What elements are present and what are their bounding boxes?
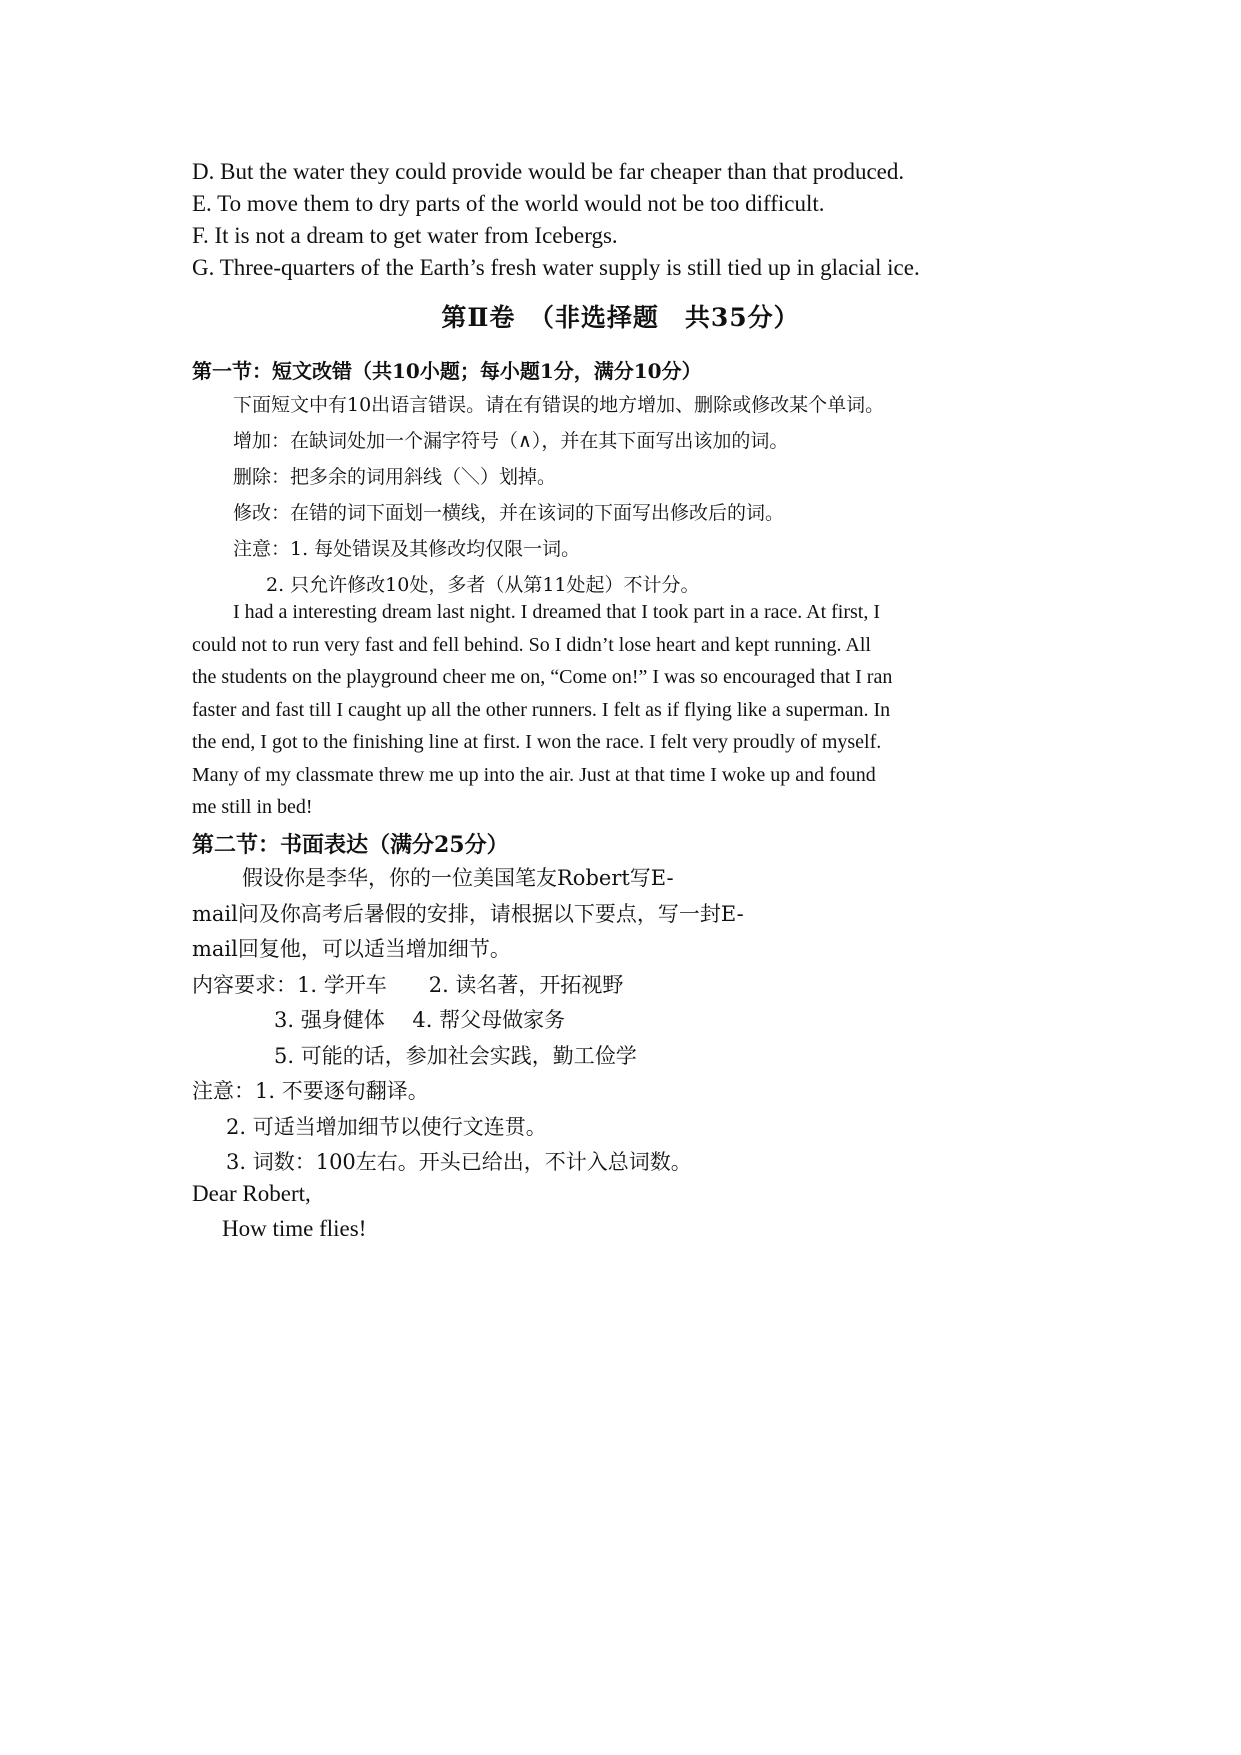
content-label: 内容要求：	[192, 972, 297, 997]
instruction-line: 注意：1. 每处错误及其修改均仅限一词。	[233, 538, 581, 560]
instruction-line: 2. 只允许修改10处，多者（从第11处起）不计分。	[266, 574, 700, 596]
section2-title: 第二节：书面表达（满分25分）	[192, 832, 509, 858]
option-d: D. But the water they could provide would be far cheaper than that produced.	[192, 159, 905, 184]
option-f: F. It is not a dream to get water from Icebergs.	[192, 223, 618, 248]
passage-line: Many of my classmate threw me up into the air. Just at that time I woke up and found	[192, 763, 876, 786]
letter-first-line: How time flies!	[222, 1216, 367, 1241]
prompt-line: mail问及你高考后暑假的安排，请根据以下要点，写一封E-	[192, 901, 744, 926]
error-correction-passage	[192, 596, 1042, 824]
writing-prompt	[192, 861, 1042, 1181]
passage-line: could not to run very fast and fell behind. So I didn’t lose heart and kept running. All	[192, 633, 871, 656]
prompt-line: mail回复他，可以适当增加细节。	[192, 937, 511, 961]
note-line: 3. 词数：100左右。开头已给出，不计入总词数。	[226, 1150, 692, 1174]
section1-instructions	[233, 387, 1083, 603]
note-line: 注意：1. 不要逐句翻译。	[192, 1079, 429, 1103]
answer-options	[192, 156, 1042, 284]
instruction-line: 修改：在错的词下面划一横线，并在该词的下面写出修改后的词。	[233, 502, 785, 524]
note-line: 2. 可适当增加细节以使行文连贯。	[226, 1114, 547, 1139]
option-e: E. To move them to dry parts of the world would not be too difficult.	[192, 191, 825, 216]
passage-line: me still in bed!	[192, 796, 313, 818]
option-g: G. Three-quarters of the Earth’s fresh water supply is still tied up in glacial ice.	[192, 255, 920, 280]
passage-line: I had a interesting dream last night. I dreamed that I took part in a race. At first, I	[233, 601, 881, 623]
section1-title: 第一节：短文改错（共10小题；每小题1分，满分10分）	[192, 359, 702, 383]
part2-title: 第Ⅱ卷 （非选择题 共35分）	[441, 303, 800, 332]
passage-line: faster and fast till I caught up all the other runners. I felt as if flying like a superman. In	[192, 698, 891, 721]
requirement-group: 5. 可能的话，参加社会实践，勤工俭学	[274, 1043, 637, 1068]
requirement-group: 1. 学开车 2. 读名著，开拓视野	[297, 972, 624, 997]
instruction-line: 增加：在缺词处加一个漏字符号（∧），并在其下面写出该加的词。	[233, 430, 789, 452]
letter-greeting: Dear Robert,	[192, 1181, 311, 1206]
passage-line: the students on the playground cheer me on, “Come on!” I was so encouraged that I ran	[192, 666, 893, 688]
passage-line: the end, I got to the finishing line at first. I won the race. I felt very proudly of myself.	[192, 731, 882, 753]
instruction-line: 下面短文中有10出语言错误。请在有错误的地方增加、删除或修改某个单词。	[233, 394, 885, 416]
content-requirements-line	[192, 968, 1042, 1004]
prompt-line: 假设你是李华，你的一位美国笔友Robert写E-	[242, 866, 674, 890]
requirement-group: 3. 强身健体 4. 帮父母做家务	[274, 1008, 566, 1032]
letter-opening	[192, 1176, 1042, 1246]
instruction-line: 删除：把多余的词用斜线（＼）划掉。	[233, 466, 557, 488]
